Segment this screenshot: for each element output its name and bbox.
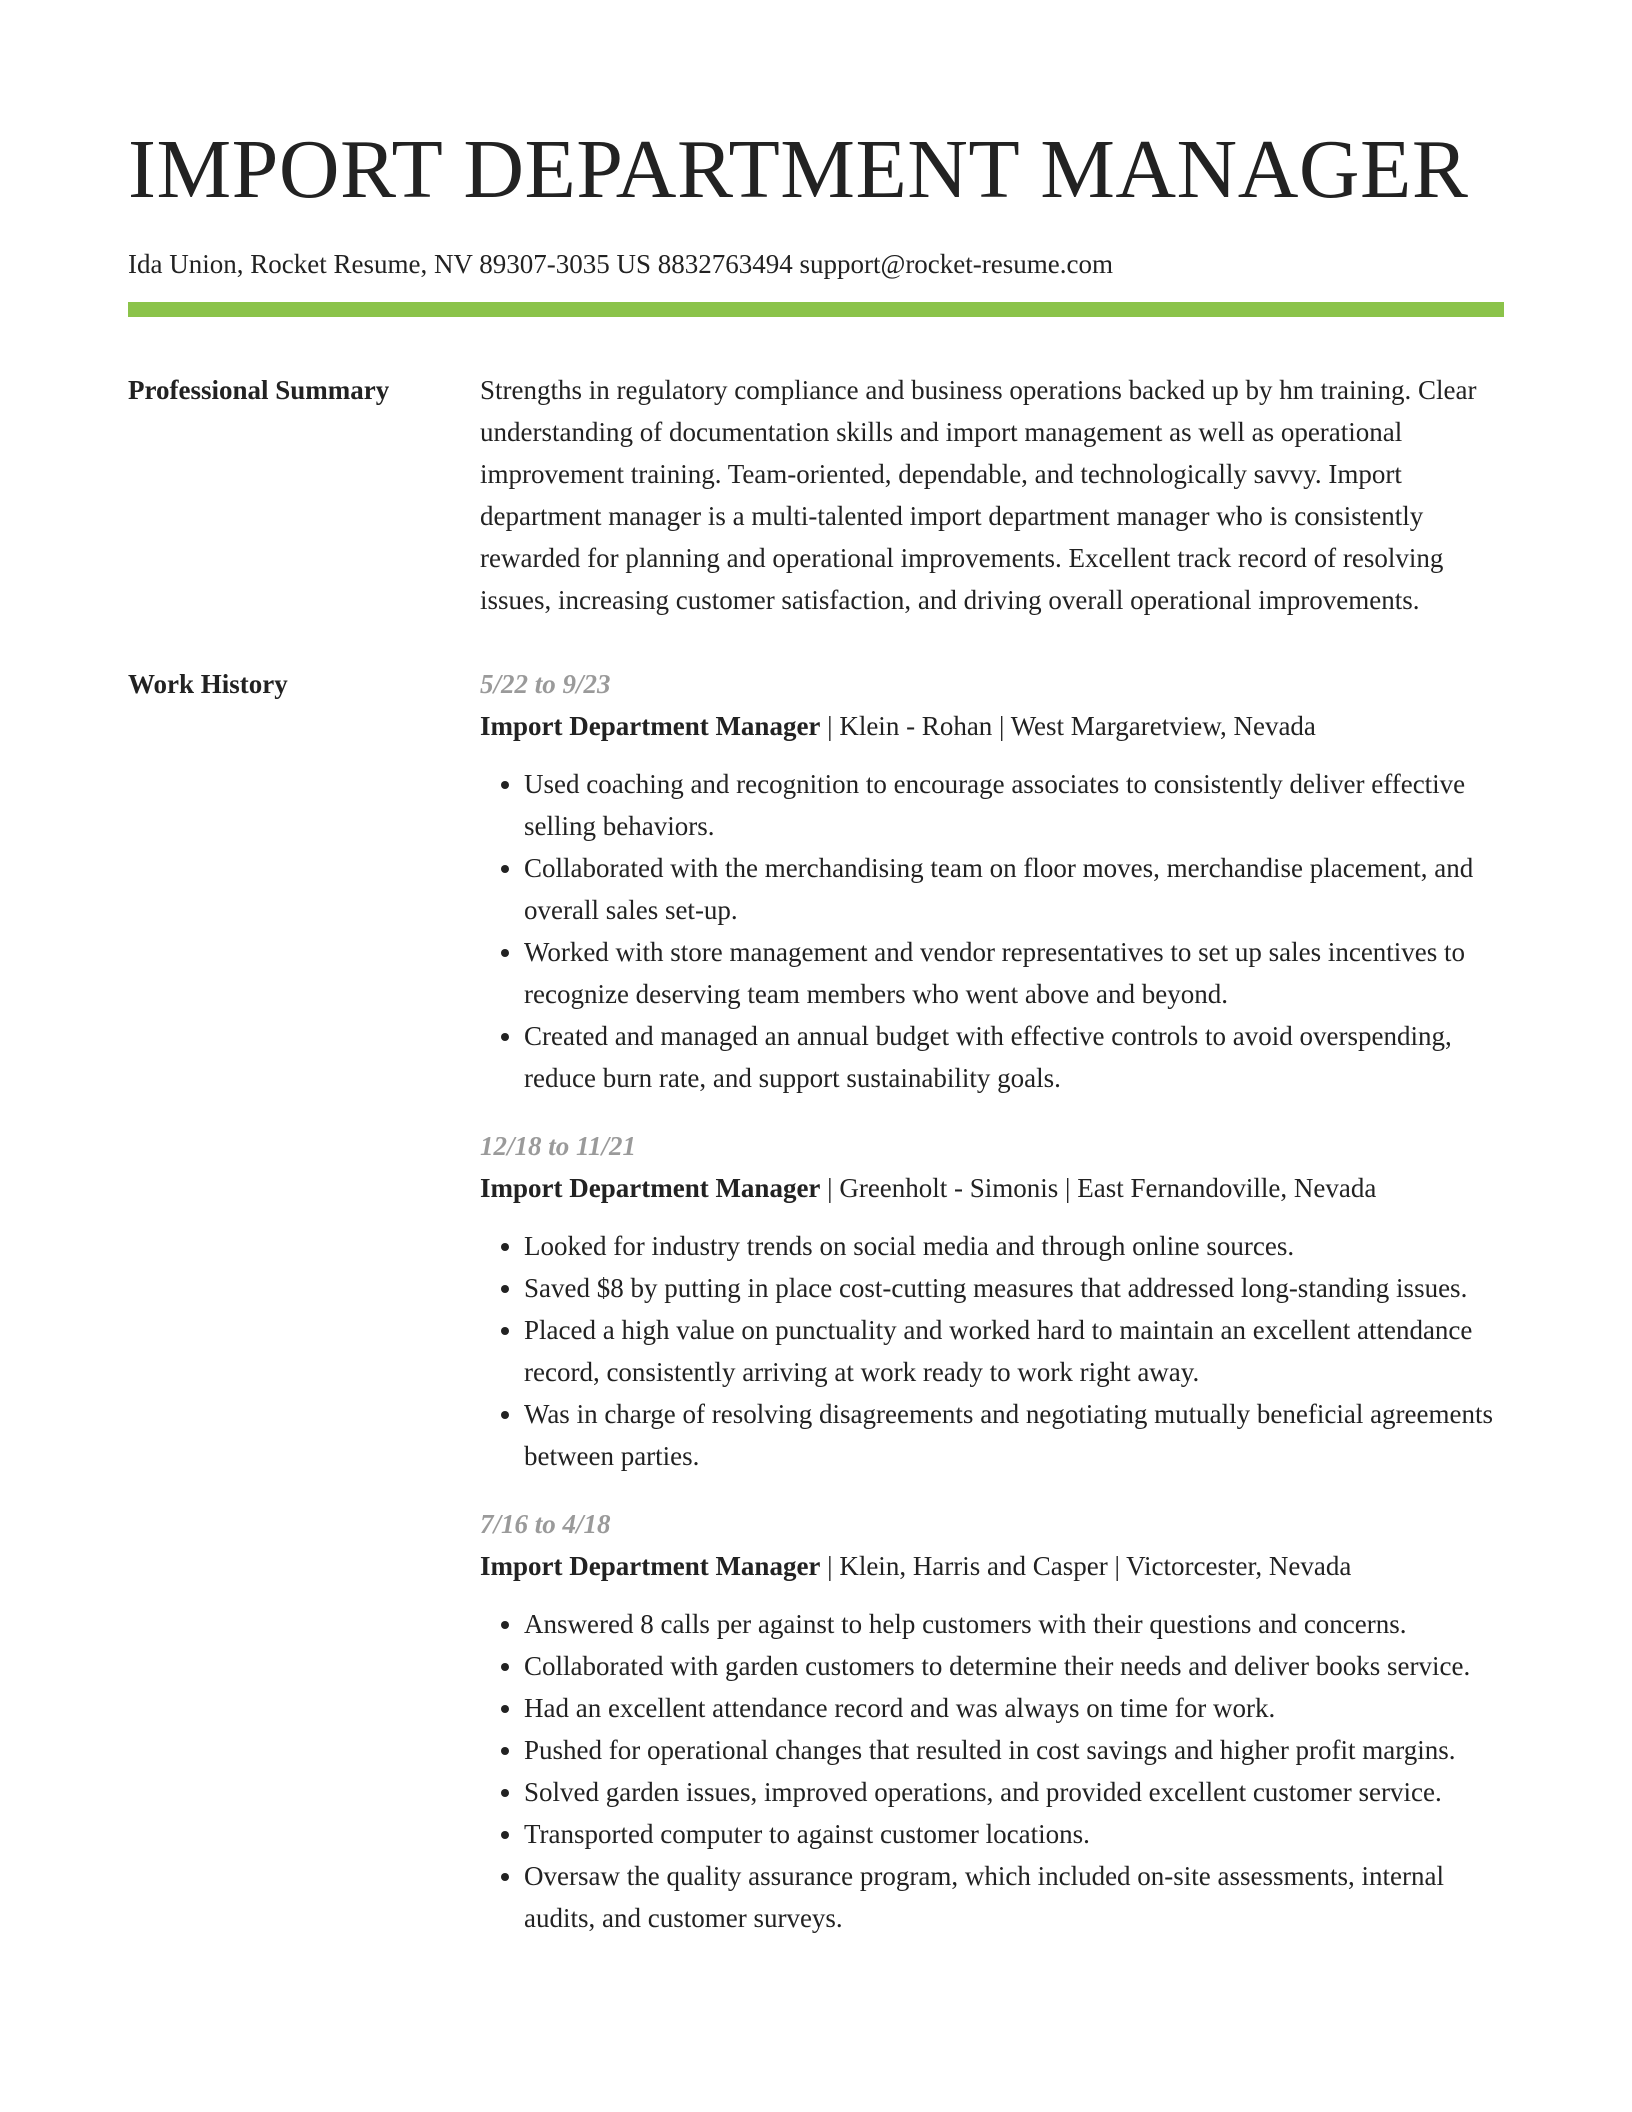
job-details: | Klein, Harris and Casper | Victorcester, Nevada	[820, 1551, 1352, 1581]
job-details: | Greenholt - Simonis | East Fernandoville, Nevada	[820, 1173, 1377, 1203]
job-bullet: • Saved $8 by putting in place cost-cutting measures that addressed long-standing issues.	[524, 1267, 1504, 1309]
job-bullet-list	[480, 763, 1504, 1099]
job-entry	[480, 1503, 1504, 1939]
resume-title: IMPORT DEPARTMENT MANAGER	[128, 123, 1469, 216]
header-divider	[128, 302, 1504, 317]
job-bullet: • Transported computer to against customer locations.	[524, 1813, 1504, 1855]
work-history-body	[480, 663, 1504, 1965]
job-bullet-list	[480, 1603, 1504, 1939]
resume-page	[128, 0, 1504, 1965]
job-details: | Klein - Rohan | West Margaretview, Nevada	[820, 711, 1316, 741]
job-title: Import Department Manager	[480, 1551, 821, 1581]
job-title-line	[480, 1167, 1504, 1209]
job-title: Import Department Manager	[480, 711, 821, 741]
job-bullet: • Collaborated with garden customers to determine their needs and deliver books service.	[524, 1645, 1504, 1687]
job-title-line	[480, 705, 1504, 747]
summary-section	[128, 369, 1504, 621]
job-entry	[480, 663, 1504, 1099]
job-bullet: • Looked for industry trends on social media and through online sources.	[524, 1225, 1504, 1267]
job-bullet: • Oversaw the quality assurance program, which included on-site assessments, internal audits, and customer surveys.	[524, 1855, 1504, 1939]
job-dates: 7/16 to 4/18	[480, 1509, 611, 1539]
job-bullet: • Answered 8 calls per against to help customers with their questions and concerns.	[524, 1603, 1504, 1645]
job-title: Import Department Manager	[480, 1173, 821, 1203]
work-history-section	[128, 663, 1504, 1965]
job-bullet: • Collaborated with the merchandising team on floor moves, merchandise placement, and overall sales set-up.	[524, 847, 1504, 931]
job-bullet: • Had an excellent attendance record and was always on time for work.	[524, 1687, 1504, 1729]
job-dates: 12/18 to 11/21	[480, 1131, 637, 1161]
job-bullet: • Pushed for operational changes that resulted in cost savings and higher profit margins.	[524, 1729, 1504, 1771]
summary-body	[480, 369, 1504, 621]
job-bullet: • Created and managed an annual budget with effective controls to avoid overspending, reduce burn rate, and support sustainability goals.	[524, 1015, 1504, 1099]
job-dates: 5/22 to 9/23	[480, 669, 611, 699]
summary-label: Professional Summary	[128, 375, 390, 405]
job-bullet: • Solved garden issues, improved operations, and provided excellent customer service.	[524, 1771, 1504, 1813]
work-history-label: Work History	[128, 669, 288, 699]
job-title-line	[480, 1545, 1504, 1587]
job-entry	[480, 1125, 1504, 1477]
job-bullet: • Placed a high value on punctuality and worked hard to maintain an excellent attendance record, consistently arriving at work ready to work right away.	[524, 1309, 1504, 1393]
contact-line: Ida Union, Rocket Resume, NV 89307-3035 US 8832763494 support@rocket-resume.com	[128, 249, 1113, 279]
summary-text: Strengths in regulatory compliance and business operations backed up by hm training. Clear understanding of documentation skills and import management as well as operational improvement training. Team-oriented, dependable, and technologically savvy. Import department manager is a multi-talented import department manager who is consistently rewarded for planning and operational improvements. Excellent track record of resolving issues, increasing customer satisfaction, and driving overall operational improvements.	[480, 375, 1477, 615]
job-bullet: • Worked with store management and vendor representatives to set up sales incentives to recognize deserving team members who went above and beyond.	[524, 931, 1504, 1015]
job-bullet: • Used coaching and recognition to encourage associates to consistently deliver effective selling behaviors.	[524, 763, 1504, 847]
job-bullet: • Was in charge of resolving disagreements and negotiating mutually beneficial agreements between parties.	[524, 1393, 1504, 1477]
job-bullet-list	[480, 1225, 1504, 1477]
